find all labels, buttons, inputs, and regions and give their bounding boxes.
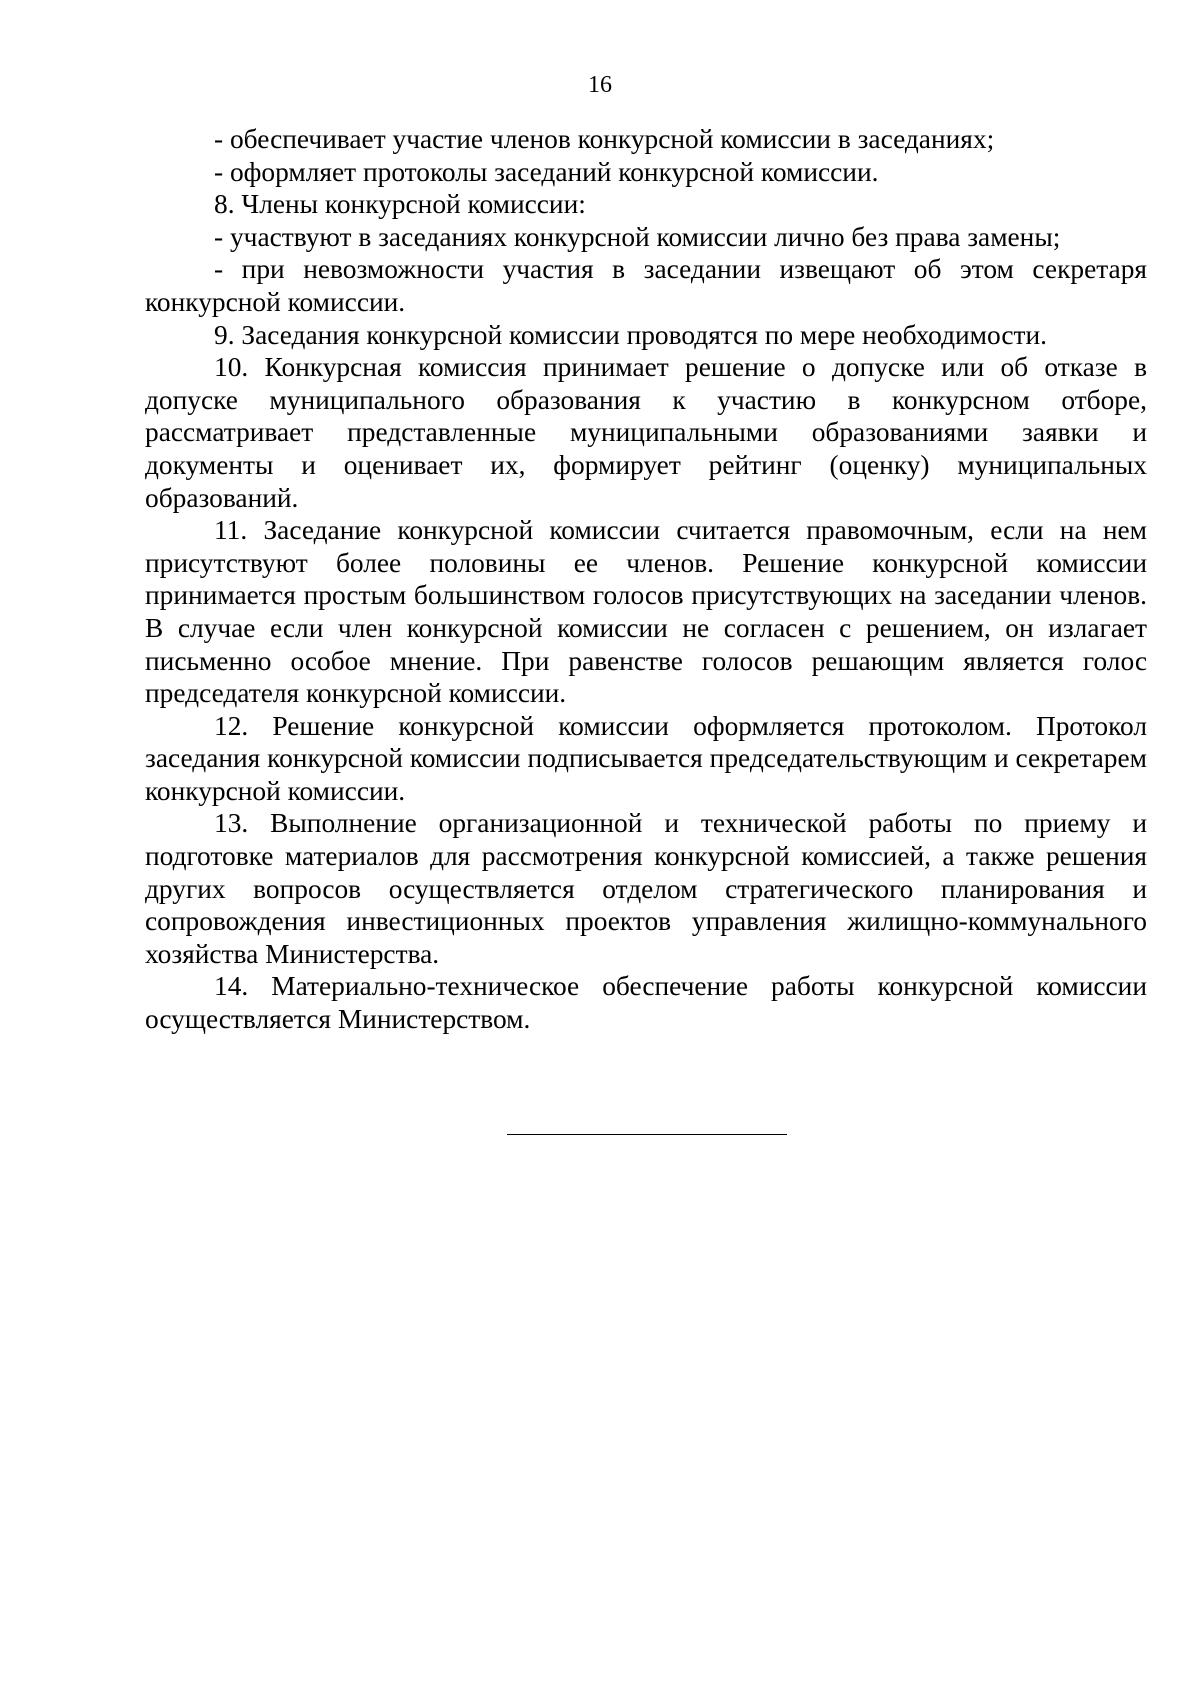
end-divider-line	[507, 1134, 787, 1135]
paragraph-8-heading: 8. Члены конкурсной комиссии:	[214, 189, 586, 220]
paragraph-13: 13. Выполнение организационной и технической работы по приему и подготовке материалов для рассмотрения конкурсной комиссией, а также решения других вопросов осуществляется отделом стратегического планирования и сопровождения инвестиционных проектов управления жилищно-коммунального хозяйства Министерства.	[145, 808, 1147, 969]
paragraph-member-duty-2: - при невозможности участия в заседании извещают об этом секретаря конкурсной комиссии.	[145, 254, 1147, 317]
paragraph-12: 12. Решение конкурсной комиссии оформляется протоколом. Протокол заседания конкурсной комиссии подписывается председательствующим и секретарем конкурсной комиссии.	[145, 710, 1147, 806]
paragraph-secretary-duty-2: - оформляет протоколы заседаний конкурсной комиссии.	[214, 156, 879, 187]
paragraph-member-duty-1: - участвуют в заседаниях конкурсной комиссии лично без права замены;	[214, 221, 1061, 252]
paragraph-10: 10. Конкурсная комиссия принимает решение о допуске или об отказе в допуске муниципального образования к участию в конкурсном отборе, рассматривает представленные муниципальными образованиями заявки и документы и оценивает их, формирует рейтинг (оценку) муниципальных образований.	[145, 352, 1147, 513]
paragraph-secretary-duty-1: - обеспечивает участие членов конкурсной комиссии в заседаниях;	[214, 124, 995, 154]
paragraph-9: 9. Заседания конкурсной комиссии проводятся по мере необходимости.	[214, 319, 1048, 350]
page-number: 16	[588, 72, 612, 98]
paragraph-14: 14. Материально-техническое обеспечение работы конкурсной комиссии осуществляется Министерством.	[145, 971, 1147, 1035]
paragraph-11: 11. Заседание конкурсной комиссии считается правомочным, если на нем присутствуют более половины ее членов. Решение конкурсной комиссии принимается простым большинством голосов присутствующих на заседании членов. В случае если член конкурсной комиссии не согласен с решением, он излагает письменно особое мнение. При равенстве голосов решающим является голос председателя конкурсной комиссии.	[145, 515, 1147, 709]
document-body	[145, 123, 1147, 1036]
